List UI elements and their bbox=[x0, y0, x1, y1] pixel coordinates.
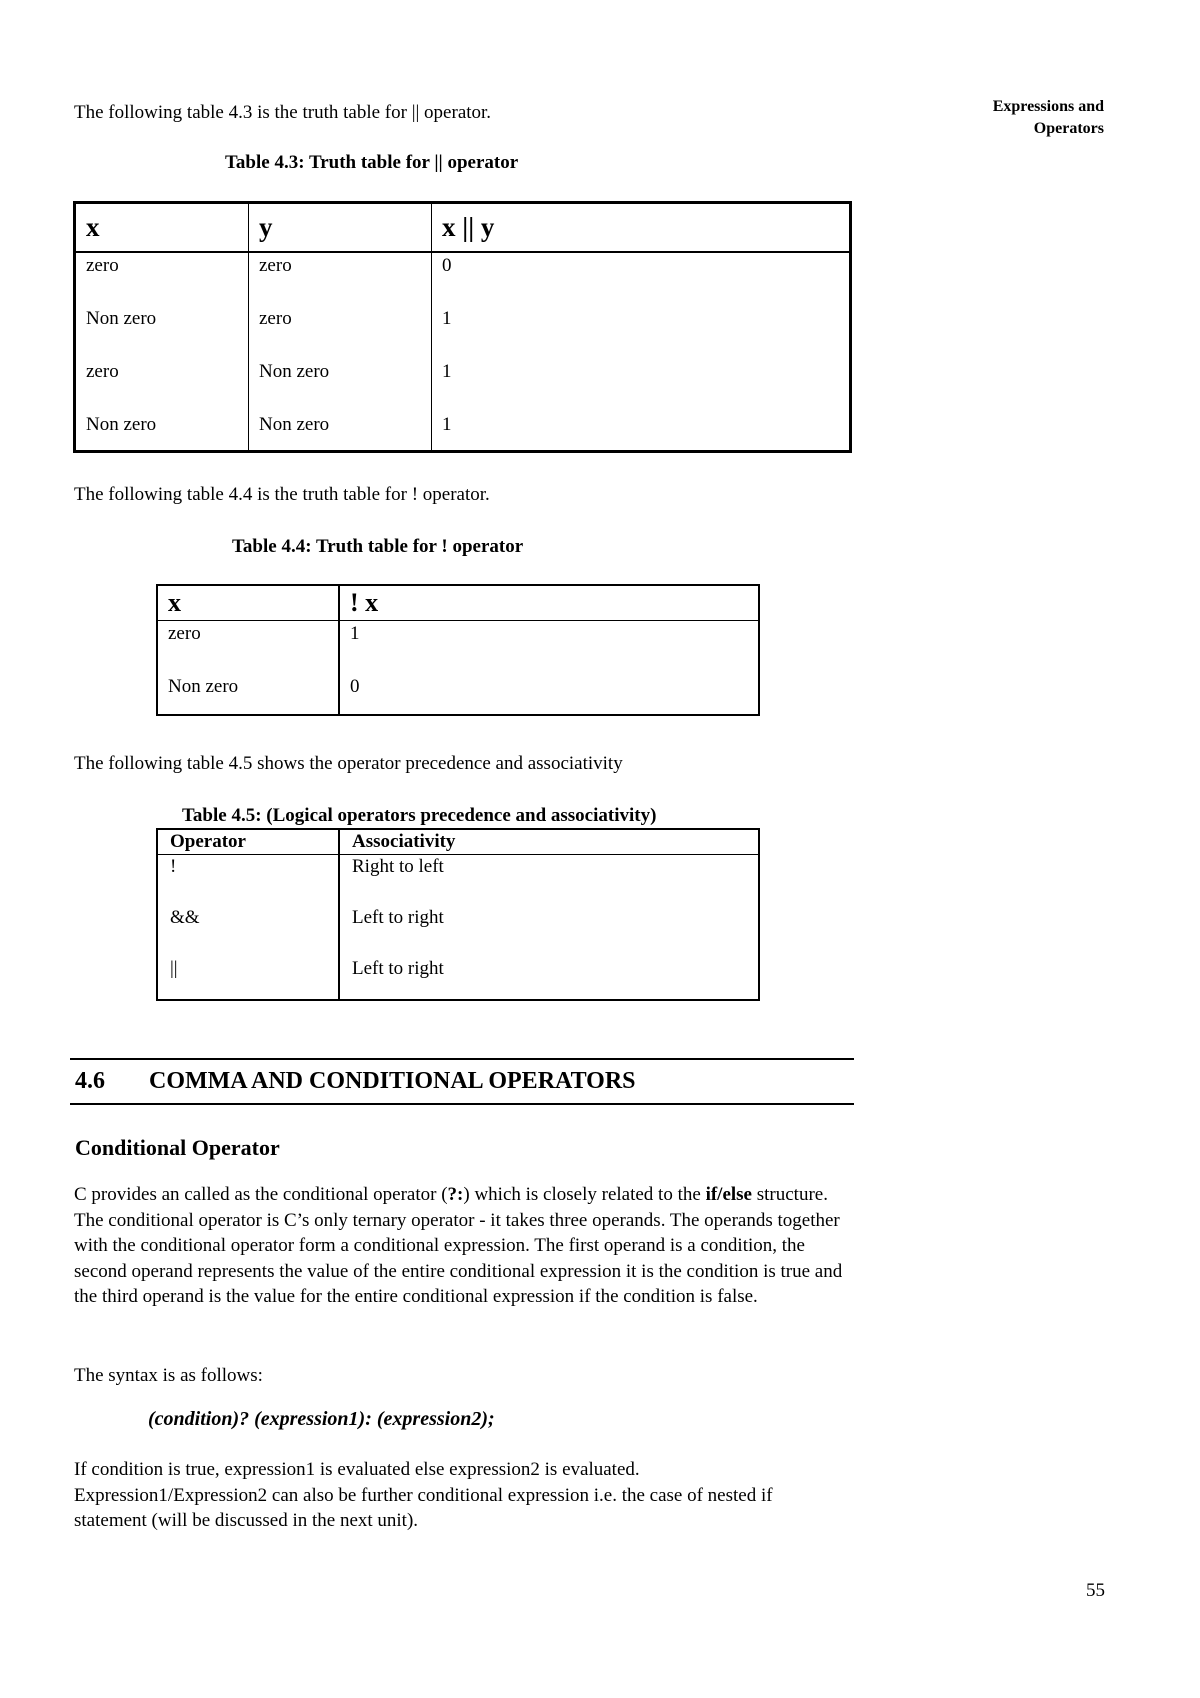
section-bottom-rule bbox=[70, 1103, 854, 1105]
table-row bbox=[75, 359, 851, 412]
table-cell: Non zero bbox=[86, 414, 157, 435]
syntax-intro: The syntax is as follows: bbox=[74, 1365, 263, 1386]
paragraph-text: C provides an called as the conditional operator ( bbox=[74, 1184, 448, 1205]
table-header-row bbox=[157, 585, 759, 621]
table-row bbox=[157, 957, 759, 1000]
truth-table-or bbox=[73, 201, 852, 453]
table-row bbox=[157, 855, 759, 907]
page-number: 55 bbox=[1086, 1580, 1105, 1601]
syntax-example: (condition)? (expression1): (expression2); bbox=[148, 1408, 495, 1430]
section-top-rule bbox=[70, 1058, 854, 1060]
section-number: 4.6 bbox=[75, 1068, 105, 1094]
table-cell: Right to left bbox=[339, 855, 759, 907]
section-title: COMMA AND CONDITIONAL OPERATORS bbox=[149, 1068, 636, 1094]
table-cell: 0 bbox=[339, 674, 759, 715]
intro-table-4-5: The following table 4.5 shows the operator precedence and associativity bbox=[74, 753, 623, 774]
column-header: x bbox=[157, 585, 339, 621]
table-header-row bbox=[157, 829, 759, 855]
table-cell: 1 bbox=[432, 306, 851, 359]
table-row bbox=[157, 621, 759, 675]
intro-table-4-4: The following table 4.4 is the truth table for ! operator. bbox=[74, 484, 490, 505]
column-header: Associativity bbox=[339, 829, 759, 855]
table-row bbox=[157, 674, 759, 715]
table-row bbox=[157, 906, 759, 957]
paragraph-bold-keyword: if/else bbox=[705, 1184, 752, 1205]
precedence-table bbox=[156, 828, 760, 1001]
table-4-3-caption: Table 4.3: Truth table for || operator bbox=[225, 152, 519, 173]
table-cell: && bbox=[170, 907, 200, 928]
column-header: x bbox=[75, 203, 249, 253]
table-cell: Left to right bbox=[339, 906, 759, 957]
table-cell: Non zero bbox=[249, 359, 432, 412]
table-row bbox=[75, 306, 851, 359]
column-header: Operator bbox=[157, 829, 339, 855]
truth-table-not bbox=[156, 584, 760, 716]
column-header: y bbox=[249, 203, 432, 253]
table-cell: zero bbox=[249, 306, 432, 359]
paragraph-conditional-operator bbox=[74, 1182, 844, 1310]
table-cell: zero bbox=[86, 255, 119, 276]
running-header-line2: Operators bbox=[1033, 120, 1104, 137]
table-cell: ! bbox=[170, 856, 177, 877]
table-cell: zero bbox=[249, 252, 432, 306]
paragraph-evaluation: If condition is true, expression1 is evaluated else expression2 is evaluated. Expression1/Expression2 can also be further conditional expression i.e. the case of nested if statement (will be discussed in the next unit). bbox=[74, 1459, 773, 1532]
table-row bbox=[75, 412, 851, 452]
table-cell: 1 bbox=[432, 412, 851, 452]
table-cell: Left to right bbox=[339, 957, 759, 1000]
section-heading bbox=[75, 1068, 636, 1095]
table-header-row bbox=[75, 203, 851, 253]
table-cell: 1 bbox=[339, 621, 759, 675]
paragraph-bold-operator: ?: bbox=[447, 1184, 464, 1205]
table-cell: zero bbox=[168, 623, 201, 644]
table-row bbox=[75, 252, 851, 306]
column-header: ! x bbox=[339, 585, 759, 621]
table-cell: Non zero bbox=[249, 412, 432, 452]
table-cell: 0 bbox=[432, 252, 851, 306]
table-cell: 1 bbox=[432, 359, 851, 412]
paragraph-text: structure. The conditional operator is C’s only ternary operator - it takes three operands. The operands together with the conditional operator form a conditional expression. The first operand is a condition, the second operand represents the value of the entire conditional expression it is the condition is true and the third operand is the value for the entire conditional expression if the condition is false. bbox=[74, 1184, 843, 1308]
paragraph-text: ) which is closely related to the bbox=[463, 1184, 706, 1205]
table-cell: Non zero bbox=[86, 308, 157, 329]
intro-table-4-3: The following table 4.3 is the truth table for || operator. bbox=[74, 102, 492, 123]
table-4-4-caption: Table 4.4: Truth table for ! operator bbox=[232, 536, 524, 557]
table-cell: zero bbox=[86, 361, 119, 382]
table-cell: Non zero bbox=[168, 676, 239, 697]
table-4-5-caption: Table 4.5: (Logical operators precedence and associativity) bbox=[182, 805, 657, 826]
subheading: Conditional Operator bbox=[75, 1135, 280, 1160]
running-header-line1: Expressions and bbox=[992, 98, 1104, 115]
running-header bbox=[884, 96, 1104, 140]
table-cell: || bbox=[170, 958, 178, 979]
column-header: x || y bbox=[432, 203, 851, 253]
